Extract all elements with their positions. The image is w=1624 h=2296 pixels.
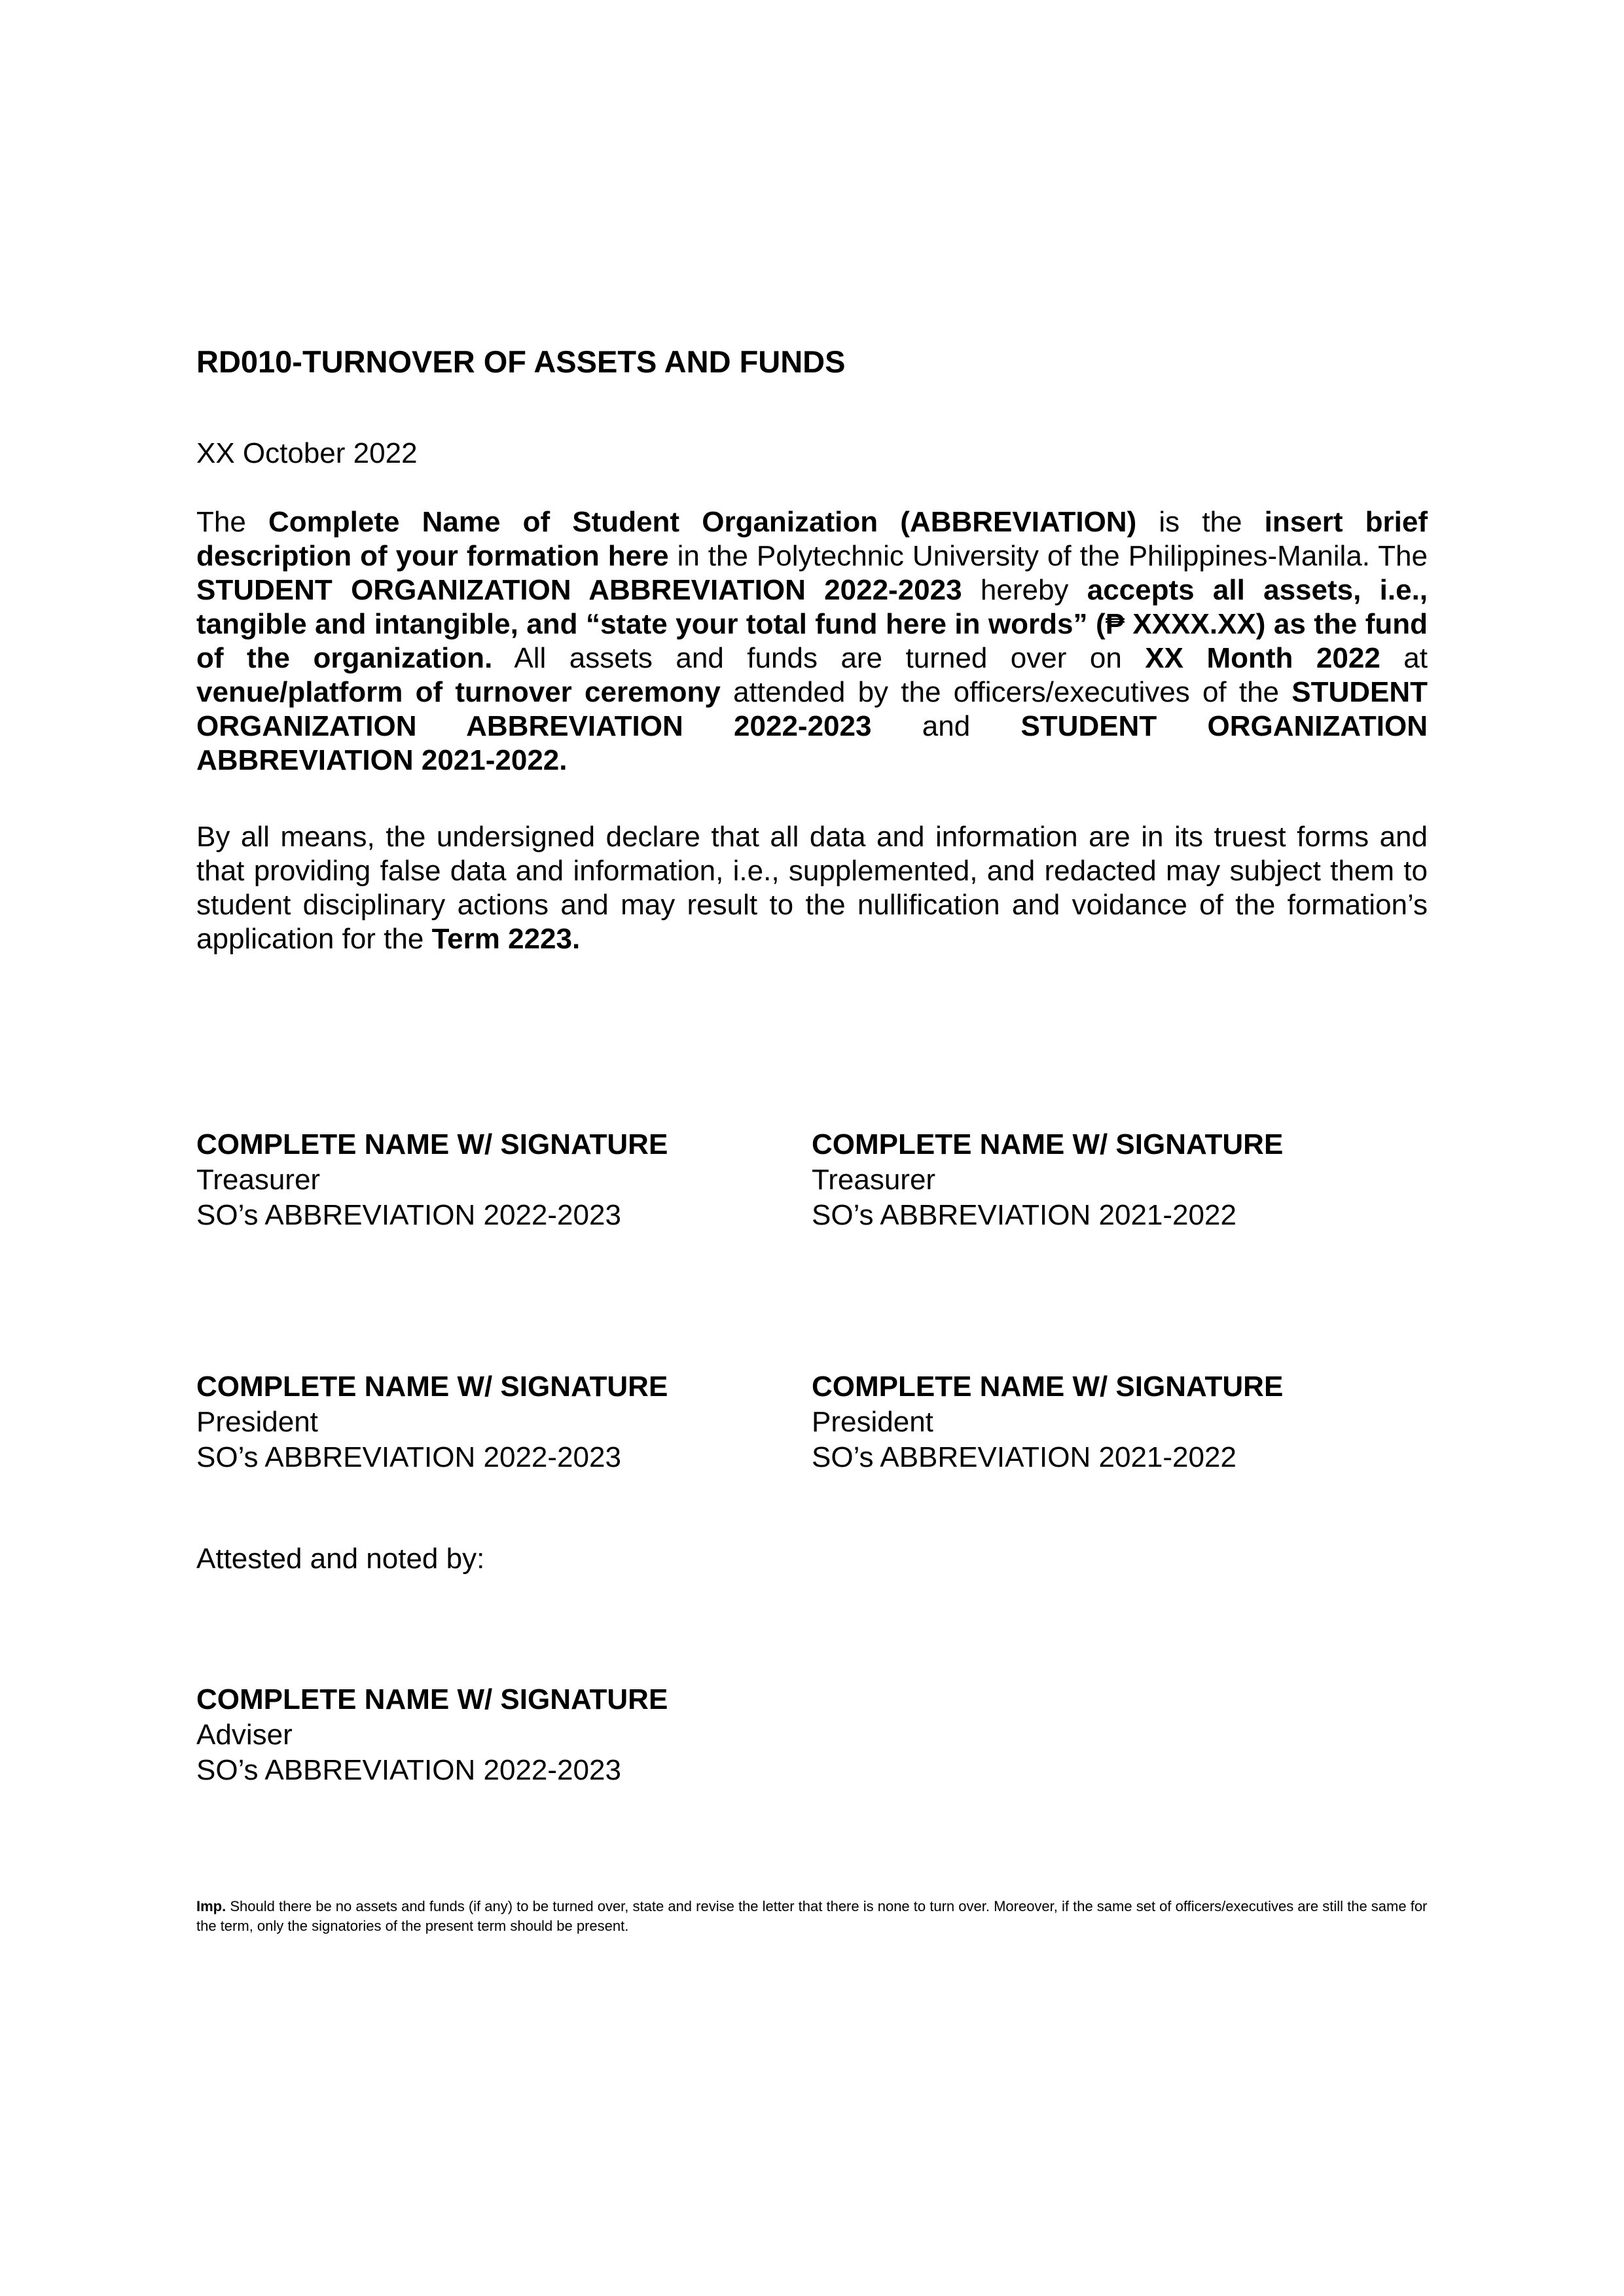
text-segment: All assets and funds are turned over on xyxy=(492,642,1146,674)
bold-text-segment: Complete Name of Student Organization (ABBREVIATION) xyxy=(268,506,1137,538)
signatory-name: COMPLETE NAME W/ SIGNATURE xyxy=(812,1128,1284,1160)
signatory-role: Treasurer xyxy=(196,1164,321,1196)
signature-block-treasurer-2021-2022 xyxy=(812,1127,1283,1233)
text-segment: at xyxy=(1380,642,1428,674)
note-label: Imp. xyxy=(196,1898,226,1914)
note-text: Should there be no assets and funds (if any) to be turned over, state and revise the letter that there is none to turn over. Moreover, if the same set of officers/executives are still the same for the term, only the signatories of the present term should be present. xyxy=(196,1898,1428,1934)
bold-text-segment: venue/platform of turnover ceremony xyxy=(196,676,721,708)
text-segment: hereby xyxy=(962,574,1087,606)
signatory-org: SO’s ABBREVIATION 2022-2023 xyxy=(196,1199,621,1231)
important-note xyxy=(196,1897,1428,1936)
signature-block-president-2022-2023 xyxy=(196,1369,668,1475)
paragraph-declaration xyxy=(196,820,1428,956)
signatory-org: SO’s ABBREVIATION 2021-2022 xyxy=(812,1199,1236,1231)
signatory-name: COMPLETE NAME W/ SIGNATURE xyxy=(196,1128,668,1160)
bold-text-segment: STUDENT ORGANIZATION ABBREVIATION 2021-2022. xyxy=(196,710,1428,776)
bold-text-segment: XX Month 2022 xyxy=(1145,642,1380,674)
bold-text-segment: insert brief description of your formation here xyxy=(196,506,1428,572)
signatory-role: Adviser xyxy=(196,1719,293,1751)
text-segment: in the Polytechnic University of the Philippines-Manila. The xyxy=(668,540,1428,572)
attested-label: Attested and noted by: xyxy=(196,1543,485,1575)
signatory-org: SO’s ABBREVIATION 2021-2022 xyxy=(812,1441,1236,1473)
signatory-role: President xyxy=(812,1406,933,1438)
signature-block-adviser xyxy=(196,1682,668,1788)
bold-text-segment: STUDENT ORGANIZATION ABBREVIATION 2022-2023 xyxy=(196,676,1428,742)
signature-block-treasurer-2022-2023 xyxy=(196,1127,668,1233)
bold-text-segment: Term 2223. xyxy=(431,923,581,955)
signature-block-president-2021-2022 xyxy=(812,1369,1283,1475)
document-date: XX October 2022 xyxy=(196,437,418,469)
signatory-org: SO’s ABBREVIATION 2022-2023 xyxy=(196,1441,621,1473)
signatory-name: COMPLETE NAME W/ SIGNATURE xyxy=(812,1371,1284,1403)
paragraph-turnover-statement xyxy=(196,505,1428,778)
text-segment: attended by the officers/executives of the xyxy=(720,676,1292,708)
text-segment: and xyxy=(871,710,1021,742)
text-segment: By all means, the undersigned declare that all data and information are in its truest forms and that providing false data and information, i.e., supplemented, and redacted may subject them to student disciplinary actions and may result to the nullification and voidance of the formation’s application for the xyxy=(196,821,1428,955)
text-segment: The xyxy=(196,506,268,538)
text-segment: is the xyxy=(1136,506,1265,538)
signatory-org: SO’s ABBREVIATION 2022-2023 xyxy=(196,1754,621,1786)
signatory-role: Treasurer xyxy=(812,1164,936,1196)
signatory-role: President xyxy=(196,1406,318,1438)
bold-text-segment: STUDENT ORGANIZATION ABBREVIATION 2022-2023 xyxy=(196,574,962,606)
signatory-name: COMPLETE NAME W/ SIGNATURE xyxy=(196,1371,668,1403)
document-title: RD010-TURNOVER OF ASSETS AND FUNDS xyxy=(196,344,846,379)
signatory-name: COMPLETE NAME W/ SIGNATURE xyxy=(196,1683,668,1715)
bold-text-segment: accepts all assets, i.e., tangible and intangible, and “state your total fund here in words” (₱ XXXX.XX) as the fund of the organization. xyxy=(196,574,1428,674)
